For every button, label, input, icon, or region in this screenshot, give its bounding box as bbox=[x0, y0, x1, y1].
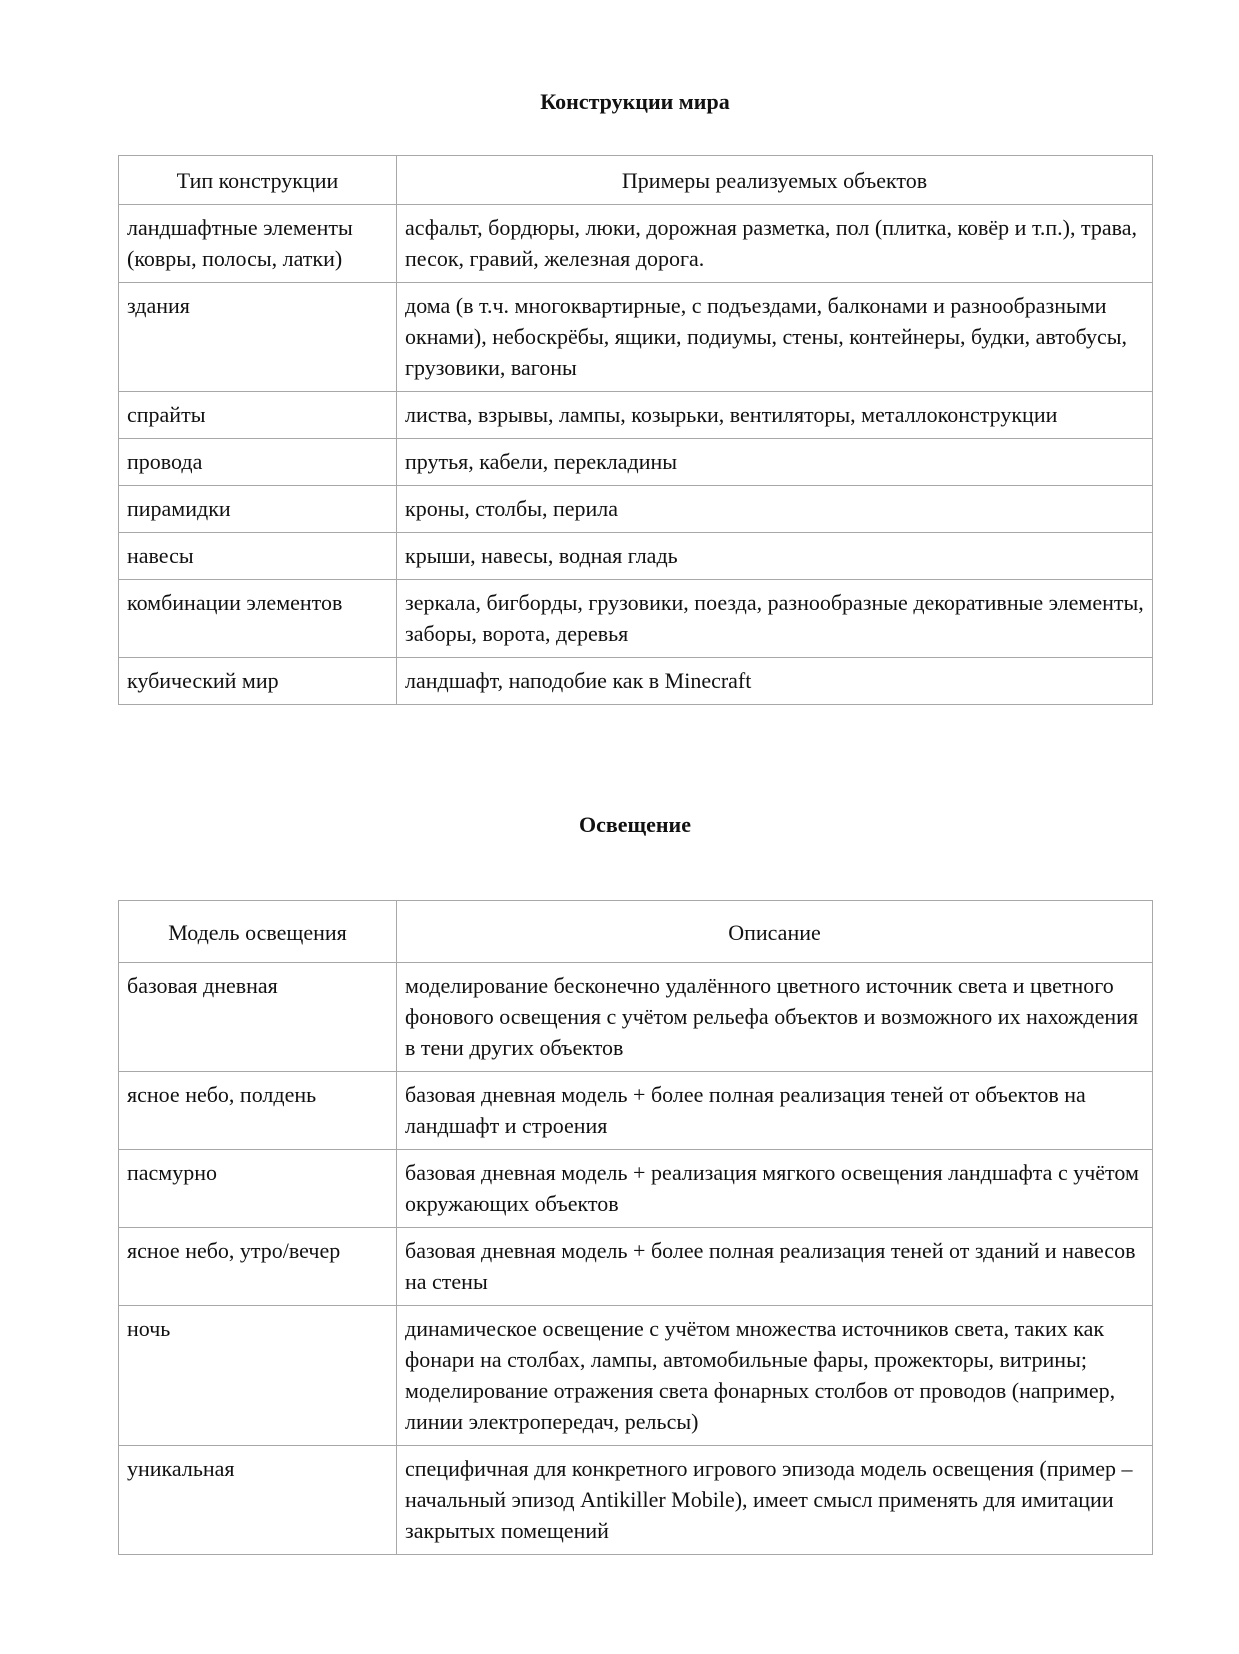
lighting-description-cell: базовая дневная модель + более полная реализация теней от объектов на ландшафт и строения bbox=[397, 1072, 1153, 1150]
construction-examples-cell: крыши, навесы, водная гладь bbox=[397, 533, 1153, 580]
lighting-description-cell: специфичная для конкретного игрового эпизода модель освещения (пример – начальный эпизод Antikiller Mobile), имеет смысл применять для имитации закрытых помещений bbox=[397, 1446, 1153, 1555]
table-header-row bbox=[119, 156, 1153, 205]
construction-type-cell: навесы bbox=[119, 533, 397, 580]
construction-examples-cell: ландшафт, наподобие как в Minecraft bbox=[397, 658, 1153, 705]
construction-examples-cell: зеркала, бигборды, грузовики, поезда, разнообразные декоративные элементы, заборы, ворота, деревья bbox=[397, 580, 1153, 658]
lighting-model-cell: ясное небо, утро/вечер bbox=[119, 1228, 397, 1306]
construction-type-cell: ландшафтные элементы (ковры, полосы, латки) bbox=[119, 205, 397, 283]
table-row bbox=[119, 533, 1153, 580]
lighting-description-cell: базовая дневная модель + более полная реализация теней от зданий и навесов на стены bbox=[397, 1228, 1153, 1306]
table-row bbox=[119, 205, 1153, 283]
construction-examples-cell: асфальт, бордюры, люки, дорожная разметка, пол (плитка, ковёр и т.п.), трава, песок, гравий, железная дорога. bbox=[397, 205, 1153, 283]
header-lighting-description: Описание bbox=[397, 901, 1153, 963]
table-row bbox=[119, 658, 1153, 705]
construction-examples-cell: листва, взрывы, лампы, козырьки, вентиляторы, металлоконструкции bbox=[397, 392, 1153, 439]
lighting-model-cell: ясное небо, полдень bbox=[119, 1072, 397, 1150]
lighting-description-cell: моделирование бесконечно удалённого цветного источник света и цветного фонового освещения с учётом рельефа объектов и возможного их нахождения в тени других объектов bbox=[397, 963, 1153, 1072]
table-header-row bbox=[119, 901, 1153, 963]
table-row bbox=[119, 486, 1153, 533]
construction-type-cell: провода bbox=[119, 439, 397, 486]
construction-type-cell: спрайты bbox=[119, 392, 397, 439]
table-row bbox=[119, 1446, 1153, 1555]
lighting-model-cell: уникальная bbox=[119, 1446, 397, 1555]
construction-examples-cell: кроны, столбы, перила bbox=[397, 486, 1153, 533]
table-row bbox=[119, 580, 1153, 658]
lighting-table bbox=[118, 900, 1153, 1555]
table-row bbox=[119, 963, 1153, 1072]
construction-type-cell: кубический мир bbox=[119, 658, 397, 705]
section-title-construction: Конструкции мира bbox=[540, 89, 730, 114]
construction-type-cell: комбинации элементов bbox=[119, 580, 397, 658]
table-row bbox=[119, 392, 1153, 439]
construction-type-cell: пирамидки bbox=[119, 486, 397, 533]
header-lighting-model: Модель освещения bbox=[119, 901, 397, 963]
table-row bbox=[119, 1306, 1153, 1446]
table-row bbox=[119, 1072, 1153, 1150]
construction-table bbox=[118, 155, 1153, 705]
lighting-description-cell: динамическое освещение с учётом множества источников света, таких как фонари на столбах, лампы, автомобильные фары, прожекторы, витрины; моделирование отражения света фонарных столбов от проводов (например, линии электропередач, рельсы) bbox=[397, 1306, 1153, 1446]
table-row bbox=[119, 1228, 1153, 1306]
construction-examples-cell: прутья, кабели, перекладины bbox=[397, 439, 1153, 486]
lighting-model-cell: базовая дневная bbox=[119, 963, 397, 1072]
header-construction-type: Тип конструкции bbox=[119, 156, 397, 205]
construction-examples-cell: дома (в т.ч. многоквартирные, с подъездами, балконами и разнообразными окнами), небоскрёбы, ящики, подиумы, стены, контейнеры, будки, автобусы, грузовики, вагоны bbox=[397, 283, 1153, 392]
table-row bbox=[119, 1150, 1153, 1228]
table-row bbox=[119, 439, 1153, 486]
header-construction-examples: Примеры реализуемых объектов bbox=[397, 156, 1153, 205]
section-title-lighting: Освещение bbox=[579, 812, 691, 837]
lighting-model-cell: пасмурно bbox=[119, 1150, 397, 1228]
construction-type-cell: здания bbox=[119, 283, 397, 392]
table-row bbox=[119, 283, 1153, 392]
lighting-model-cell: ночь bbox=[119, 1306, 397, 1446]
lighting-description-cell: базовая дневная модель + реализация мягкого освещения ландшафта с учётом окружающих объектов bbox=[397, 1150, 1153, 1228]
